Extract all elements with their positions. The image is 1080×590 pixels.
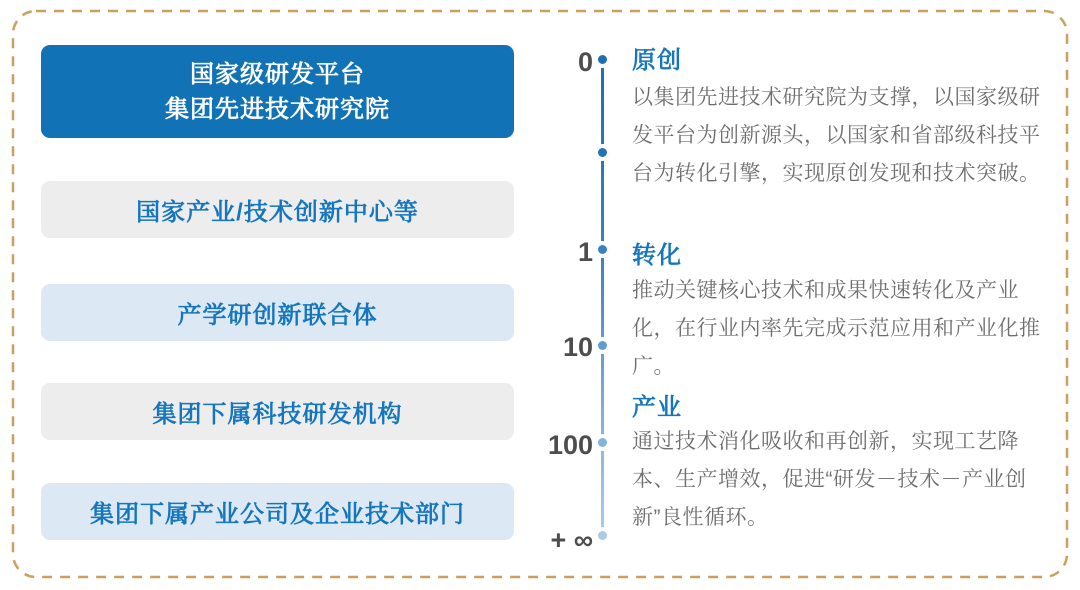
org-box-national-rd-platform — [41, 45, 514, 138]
tick-label-0: 0 — [577, 47, 593, 77]
tick-label-100: 100 — [547, 430, 593, 460]
org-box-line: 集团下属产业公司及企业技术部门 — [90, 501, 465, 528]
timeline-dot-3 — [598, 341, 607, 350]
org-box-line: 集团先进技术研究院 — [165, 95, 390, 123]
stage-heading-transformation: 转化 — [632, 242, 682, 269]
stage-body-original: 以集团先进技术研究院为支撑，以国家级研发平台为创新源头，以国家和省部级科技平台为转化引擎，实现原创发现和技术突破。 — [632, 86, 1041, 185]
timeline-dot-5 — [598, 531, 607, 540]
org-box-line: 国家产业/技术创新中心等 — [136, 199, 419, 226]
org-box-national-innovation-center — [41, 181, 514, 238]
stage-body-transformation: 推动关键核心技术和成果快速转化及产业化，在行业内率先完成示范应用和产业化推广。 — [632, 279, 1041, 378]
org-box-group-rd-institutions — [41, 383, 514, 440]
org-box-industry-academia-research-alliance — [41, 284, 514, 341]
timeline-dot-0 — [598, 55, 607, 64]
stage-heading-original: 原创 — [632, 47, 682, 74]
stage-body-industry: 通过技术消化吸收和再创新，实现工艺降本、生产增效，促进“研发－技术－产业创新”良性循环。 — [632, 430, 1027, 529]
org-box-line: 集团下属科技研发机构 — [152, 401, 403, 428]
timeline-dot-1 — [598, 148, 607, 157]
tick-label-infinity: + ∞ — [550, 525, 593, 555]
org-box-line: 国家级研发平台 — [190, 60, 365, 88]
org-box-line: 产学研创新联合体 — [177, 302, 378, 329]
timeline-dot-2 — [598, 245, 607, 254]
timeline-axis — [601, 64, 604, 532]
stage-heading-industry: 产业 — [632, 394, 682, 421]
tick-label-10: 10 — [562, 332, 593, 362]
timeline-dot-4 — [598, 438, 607, 447]
org-box-group-industrial-companies — [41, 483, 514, 540]
tick-label-1: 1 — [577, 237, 593, 267]
